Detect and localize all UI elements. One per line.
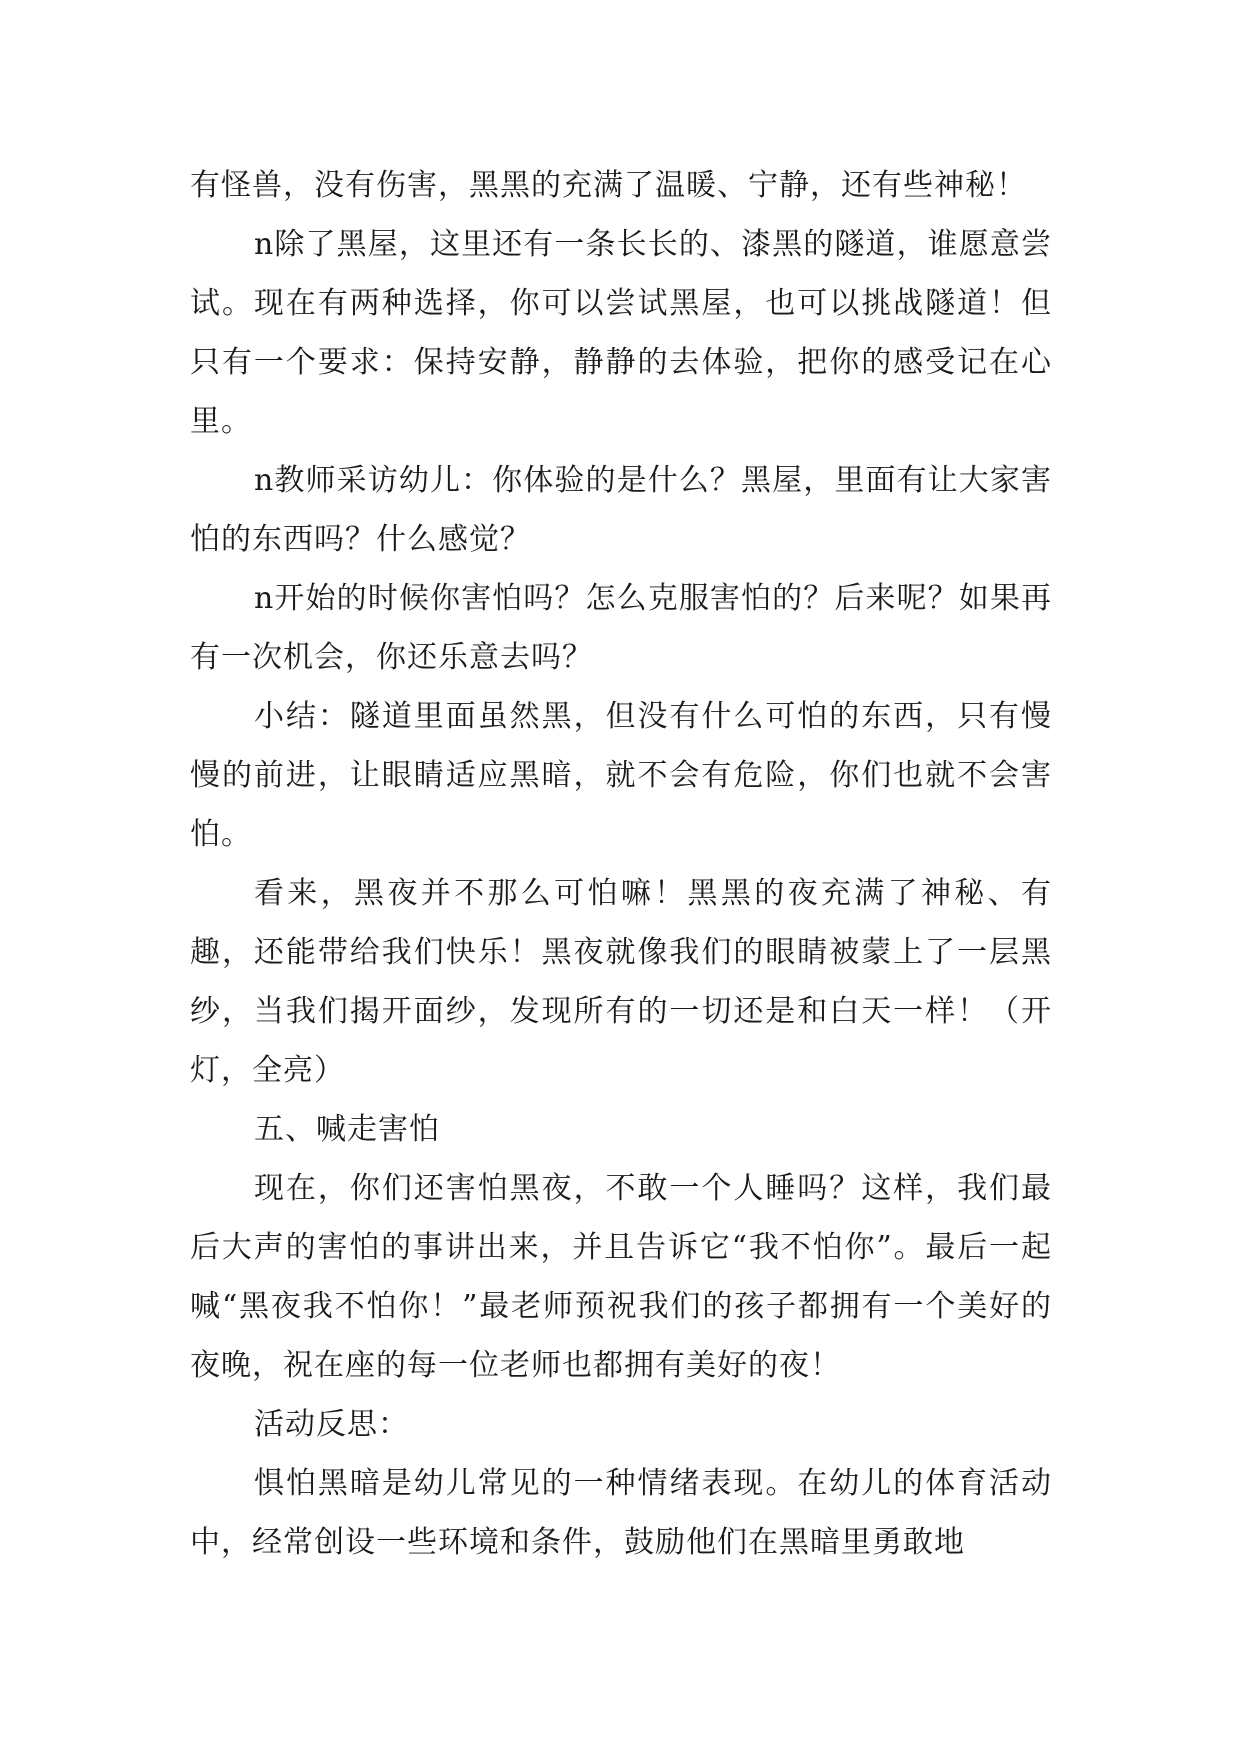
paragraph-summary: 小结：隧道里面虽然黑，但没有什么可怕的东西，只有慢慢的前进，让眼睛适应黑暗，就不会有危险，你们也就不会害怕。	[190, 699, 1052, 852]
paragraph-teacher-interview: n教师采访幼儿：你体验的是什么？黑屋，里面有让大家害怕的东西吗？什么感觉？	[190, 463, 1052, 557]
paragraph-shout-away: 现在，你们还害怕黑夜，不敢一个人睡吗？这样，我们最后大声的害怕的事讲出来，并且告诉它“我不怕你”。最后一起喊“黑夜我不怕你！”最老师预祝我们的孩子都拥有一个美好的夜晚，祝在座的每一位老师也都拥有美好的夜！	[190, 1171, 1052, 1383]
paragraph-continuation: 有怪兽，没有伤害，黑黑的充满了温暖、宁静，还有些神秘！	[190, 168, 1027, 203]
paragraph-questions: n开始的时候你害怕吗？怎么克服害怕的？后来呢？如果再有一次机会，你还乐意去吗？	[190, 581, 1052, 675]
paragraph-night-not-scary: 看来，黑夜并不那么可怕嘛！黑黑的夜充满了神秘、有趣，还能带给我们快乐！黑夜就像我们的眼睛被蒙上了一层黑纱，当我们揭开面纱，发现所有的一切还是和白天一样！（开灯，全亮）	[190, 876, 1052, 1088]
document-body	[190, 156, 1052, 1572]
section-heading-five: 五、喊走害怕	[254, 1112, 440, 1147]
paragraph-reflection: 惧怕黑暗是幼儿常见的一种情绪表现。在幼儿的体育活动中，经常创设一些环境和条件，鼓励他们在黑暗里勇敢地	[190, 1466, 1052, 1560]
section-heading-reflection: 活动反思：	[254, 1407, 409, 1442]
paragraph-tunnel-intro: n除了黑屋，这里还有一条长长的、漆黑的隧道，谁愿意尝试。现在有两种选择，你可以尝试黑屋，也可以挑战隧道！但只有一个要求：保持安静，静静的去体验，把你的感受记在心里。	[190, 227, 1052, 439]
